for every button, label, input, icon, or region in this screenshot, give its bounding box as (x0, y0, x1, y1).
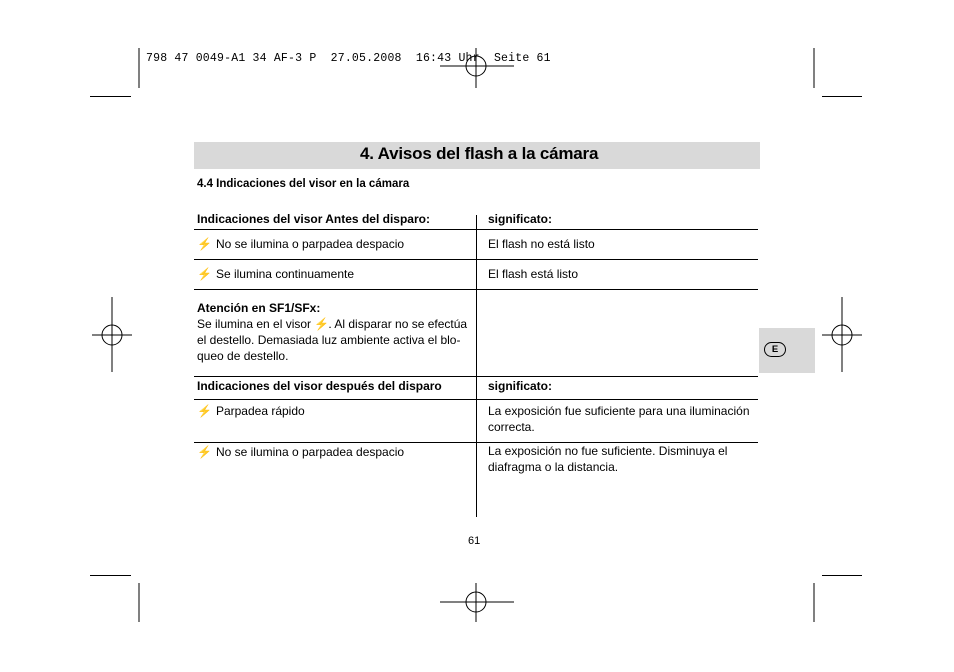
print-header: 798 47 0049-A1 34 AF-3 P 27.05.2008 16:43 Uhr Seite 61 (146, 52, 551, 65)
page-number: 61 (468, 535, 481, 547)
table-row (197, 444, 404, 460)
table-row (197, 266, 354, 282)
table-row (197, 236, 404, 252)
table-before-header-right: significato: (488, 212, 553, 226)
column-divider (476, 215, 477, 517)
flash-icon: ⚡ (197, 404, 212, 418)
flash-icon: ⚡ (197, 445, 212, 459)
row-indication: No se ilumina o parpadea despacio (215, 237, 405, 251)
row-meaning: El flash está listo (488, 267, 579, 281)
note-text: Se ilumina en el visor (197, 317, 312, 331)
row-indication: Se ilumina continuamente (215, 267, 355, 281)
row-indication: No se ilumina o parpadea despacio (215, 445, 405, 459)
row-meaning-line: La exposición no fue suficiente. Disminuya el (488, 444, 728, 458)
row-meaning (488, 403, 750, 435)
row-meaning-line: La exposición fue suficiente para una iluminación (488, 404, 750, 418)
note-line: el destello. Demasiada luz ambiente activa el blo- (197, 333, 461, 347)
flash-icon: ⚡ (197, 267, 212, 281)
row-indication: Parpadea rápido (215, 404, 305, 418)
registration-mark-bottom (440, 583, 514, 622)
note-line: queo de destello. (197, 349, 289, 363)
table-after-header-right: significato: (488, 379, 553, 393)
registration-mark-right (822, 297, 862, 372)
registration-mark-left (92, 297, 132, 372)
subsection-title: 4.4 Indicaciones del visor en la cámara (197, 178, 410, 190)
flash-icon: ⚡ (314, 317, 330, 331)
row-meaning-line: diafragma o la distancia. (488, 460, 619, 474)
note-line (197, 316, 467, 332)
note-text: . Al disparar no se efectúa (328, 317, 468, 331)
note-title: Atención en SF1/SFx: (197, 301, 321, 315)
row-meaning-line: correcta. (488, 420, 535, 434)
table-row (197, 403, 305, 419)
flash-icon: ⚡ (197, 237, 212, 251)
row-meaning (488, 443, 727, 475)
row-meaning: El flash no está listo (488, 237, 595, 251)
section-title: 4. Avisos del flash a la cámara (360, 144, 599, 163)
language-badge: E (764, 342, 786, 357)
table-before-header-left: Indicaciones del visor Antes del disparo: (197, 212, 430, 226)
table-after-header-left: Indicaciones del visor después del disparo (197, 379, 442, 393)
